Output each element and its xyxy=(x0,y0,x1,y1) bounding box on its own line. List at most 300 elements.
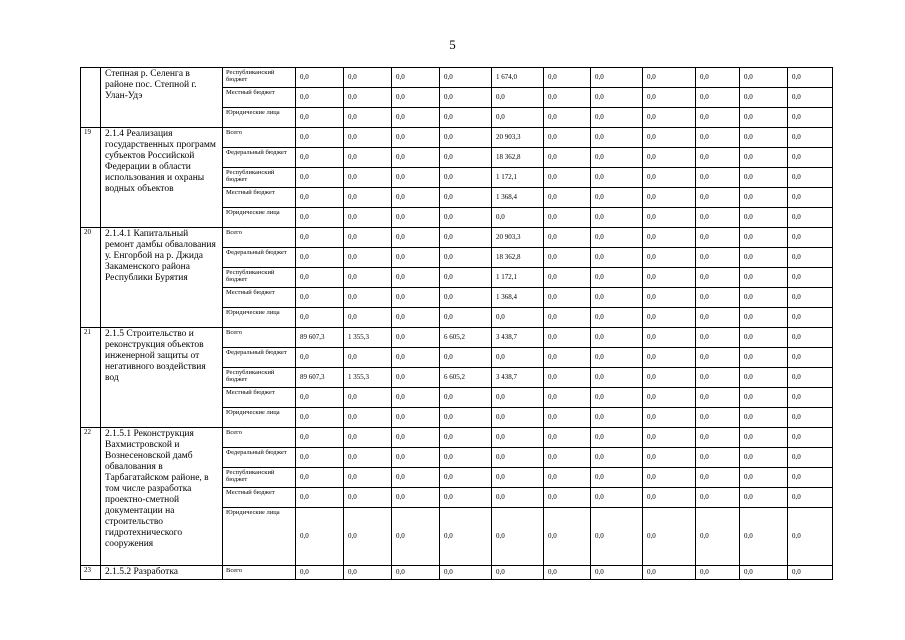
value-cell: 0,0 xyxy=(696,448,740,468)
value-cell: 0,0 xyxy=(392,508,440,566)
value-cell: 0,0 xyxy=(392,68,440,88)
value-cell: 0,0 xyxy=(788,128,833,148)
value-cell: 0,0 xyxy=(788,208,833,228)
value-cell: 0,0 xyxy=(344,68,392,88)
value-cell: 0,0 xyxy=(492,88,544,108)
value-cell: 0,0 xyxy=(544,348,591,368)
value-cell: 0,0 xyxy=(788,488,833,508)
value-cell: 0,0 xyxy=(392,408,440,428)
funding-source-cell: Всего xyxy=(223,566,296,580)
value-cell: 0,0 xyxy=(740,428,788,448)
value-cell: 0,0 xyxy=(740,88,788,108)
value-cell: 0,0 xyxy=(591,188,643,208)
value-cell: 0,0 xyxy=(591,128,643,148)
value-cell: 0,0 xyxy=(492,208,544,228)
value-cell: 0,0 xyxy=(544,408,591,428)
value-cell: 0,0 xyxy=(296,148,344,168)
value-cell: 0,0 xyxy=(740,468,788,488)
value-cell: 0,0 xyxy=(740,408,788,428)
value-cell: 89 607,3 xyxy=(296,368,344,388)
value-cell: 0,0 xyxy=(544,368,591,388)
row-number-cell xyxy=(81,68,101,128)
value-cell: 1 172,1 xyxy=(492,168,544,188)
value-cell: 0,0 xyxy=(740,508,788,566)
value-cell: 0,0 xyxy=(296,388,344,408)
value-cell: 0,0 xyxy=(344,88,392,108)
value-cell: 0,0 xyxy=(696,328,740,348)
value-cell: 0,0 xyxy=(696,68,740,88)
value-cell: 0,0 xyxy=(788,188,833,208)
funding-source-cell: Местный бюджет xyxy=(223,188,296,208)
activity-name-cell: Степная р. Селенга в районе пос. Степной г. Улан-Удэ xyxy=(101,68,223,128)
value-cell: 0,0 xyxy=(643,368,696,388)
value-cell: 0,0 xyxy=(788,328,833,348)
value-cell: 0,0 xyxy=(544,108,591,128)
value-cell: 0,0 xyxy=(296,128,344,148)
funding-source-cell: Всего xyxy=(223,128,296,148)
funding-source-cell: Федеральный бюджет xyxy=(223,448,296,468)
value-cell: 0,0 xyxy=(392,328,440,348)
value-cell: 0,0 xyxy=(392,448,440,468)
value-cell: 0,0 xyxy=(696,168,740,188)
value-cell: 0,0 xyxy=(344,428,392,448)
value-cell: 0,0 xyxy=(296,188,344,208)
value-cell: 0,0 xyxy=(788,408,833,428)
funding-source-cell: Республиканский бюджет xyxy=(223,268,296,288)
value-cell: 0,0 xyxy=(440,566,492,580)
value-cell: 0,0 xyxy=(296,288,344,308)
value-cell: 3 438,7 xyxy=(492,328,544,348)
value-cell: 0,0 xyxy=(788,228,833,248)
table-body xyxy=(81,68,833,580)
value-cell: 0,0 xyxy=(344,488,392,508)
value-cell: 0,0 xyxy=(591,368,643,388)
value-cell: 0,0 xyxy=(696,188,740,208)
funding-source-cell: Республиканский бюджет xyxy=(223,468,296,488)
value-cell: 0,0 xyxy=(440,188,492,208)
value-cell: 0,0 xyxy=(392,208,440,228)
value-cell: 0,0 xyxy=(643,328,696,348)
value-cell: 0,0 xyxy=(591,328,643,348)
value-cell: 1 368,4 xyxy=(492,188,544,208)
value-cell: 0,0 xyxy=(440,388,492,408)
value-cell: 0,0 xyxy=(643,448,696,468)
row-number-cell: 21 xyxy=(81,328,101,428)
value-cell: 0,0 xyxy=(643,248,696,268)
value-cell: 0,0 xyxy=(696,408,740,428)
value-cell: 0,0 xyxy=(696,268,740,288)
value-cell: 0,0 xyxy=(492,488,544,508)
table-row xyxy=(81,566,833,580)
value-cell: 0,0 xyxy=(696,468,740,488)
value-cell: 1 172,1 xyxy=(492,268,544,288)
value-cell: 0,0 xyxy=(344,268,392,288)
value-cell: 0,0 xyxy=(544,248,591,268)
value-cell: 0,0 xyxy=(392,148,440,168)
value-cell: 0,0 xyxy=(344,408,392,428)
activity-name-cell: 2.1.5.1 Реконструкция Вахмистровской и Вознесеновской дамб обвалования в Тарбагатайском районе, в том числе разработка проектно-сметной документации на строительство гидротехнического сооружения xyxy=(101,428,223,566)
value-cell: 0,0 xyxy=(544,508,591,566)
value-cell: 1 355,3 xyxy=(344,328,392,348)
value-cell: 0,0 xyxy=(344,108,392,128)
value-cell: 0,0 xyxy=(591,288,643,308)
value-cell: 0,0 xyxy=(392,428,440,448)
value-cell: 0,0 xyxy=(788,566,833,580)
value-cell: 0,0 xyxy=(591,228,643,248)
value-cell: 0,0 xyxy=(643,288,696,308)
value-cell: 0,0 xyxy=(740,348,788,368)
value-cell: 0,0 xyxy=(492,408,544,428)
value-cell: 0,0 xyxy=(440,68,492,88)
value-cell: 0,0 xyxy=(696,288,740,308)
value-cell: 0,0 xyxy=(344,468,392,488)
value-cell: 0,0 xyxy=(440,408,492,428)
value-cell: 0,0 xyxy=(296,108,344,128)
value-cell: 1 368,4 xyxy=(492,288,544,308)
value-cell: 0,0 xyxy=(643,408,696,428)
value-cell: 0,0 xyxy=(492,448,544,468)
value-cell: 0,0 xyxy=(696,88,740,108)
funding-source-cell: Юридические лица xyxy=(223,308,296,328)
value-cell: 0,0 xyxy=(591,566,643,580)
value-cell: 0,0 xyxy=(392,488,440,508)
value-cell: 0,0 xyxy=(344,566,392,580)
value-cell: 0,0 xyxy=(492,468,544,488)
value-cell: 0,0 xyxy=(696,488,740,508)
funding-source-cell: Местный бюджет xyxy=(223,488,296,508)
value-cell: 0,0 xyxy=(591,468,643,488)
value-cell: 0,0 xyxy=(591,88,643,108)
value-cell: 0,0 xyxy=(544,268,591,288)
value-cell: 0,0 xyxy=(643,68,696,88)
value-cell: 0,0 xyxy=(788,388,833,408)
value-cell: 0,0 xyxy=(296,268,344,288)
value-cell: 0,0 xyxy=(591,248,643,268)
funding-source-cell: Местный бюджет xyxy=(223,388,296,408)
value-cell: 0,0 xyxy=(643,108,696,128)
value-cell: 0,0 xyxy=(296,428,344,448)
value-cell: 0,0 xyxy=(591,448,643,468)
value-cell: 0,0 xyxy=(591,148,643,168)
value-cell: 0,0 xyxy=(392,228,440,248)
funding-source-cell: Федеральный бюджет xyxy=(223,348,296,368)
value-cell: 0,0 xyxy=(296,88,344,108)
value-cell: 0,0 xyxy=(544,208,591,228)
value-cell: 0,0 xyxy=(544,288,591,308)
value-cell: 0,0 xyxy=(344,308,392,328)
value-cell: 0,0 xyxy=(591,508,643,566)
value-cell: 0,0 xyxy=(544,566,591,580)
funding-source-cell: Федеральный бюджет xyxy=(223,148,296,168)
value-cell: 0,0 xyxy=(344,248,392,268)
value-cell: 0,0 xyxy=(392,88,440,108)
value-cell: 0,0 xyxy=(296,228,344,248)
value-cell: 0,0 xyxy=(643,168,696,188)
funding-source-cell: Местный бюджет xyxy=(223,88,296,108)
value-cell: 0,0 xyxy=(643,308,696,328)
value-cell: 0,0 xyxy=(740,328,788,348)
value-cell: 0,0 xyxy=(643,388,696,408)
value-cell: 0,0 xyxy=(591,68,643,88)
value-cell: 0,0 xyxy=(740,68,788,88)
value-cell: 0,0 xyxy=(544,88,591,108)
value-cell: 0,0 xyxy=(591,108,643,128)
value-cell: 0,0 xyxy=(344,288,392,308)
page-number: 5 xyxy=(449,37,456,52)
value-cell: 0,0 xyxy=(643,188,696,208)
activity-name-cell: 2.1.5 Строительство и реконструкция объектов инженерной защиты от негативного воздействия вод xyxy=(101,328,223,428)
activity-name-cell: 2.1.4 Реализация государственных программ субъектов Российской Федерации в области использования и охраны водных объектов xyxy=(101,128,223,228)
value-cell: 1 355,3 xyxy=(344,368,392,388)
value-cell: 0,0 xyxy=(440,148,492,168)
value-cell: 0,0 xyxy=(696,228,740,248)
value-cell: 0,0 xyxy=(740,308,788,328)
budget-table xyxy=(80,67,833,580)
value-cell: 0,0 xyxy=(643,268,696,288)
value-cell: 0,0 xyxy=(591,168,643,188)
value-cell: 0,0 xyxy=(788,68,833,88)
value-cell: 0,0 xyxy=(740,488,788,508)
value-cell: 0,0 xyxy=(440,168,492,188)
value-cell: 0,0 xyxy=(440,468,492,488)
value-cell: 0,0 xyxy=(544,308,591,328)
value-cell: 0,0 xyxy=(296,248,344,268)
value-cell: 0,0 xyxy=(591,428,643,448)
value-cell: 18 362,8 xyxy=(492,248,544,268)
value-cell: 0,0 xyxy=(696,308,740,328)
value-cell: 0,0 xyxy=(788,448,833,468)
value-cell: 0,0 xyxy=(392,468,440,488)
value-cell: 0,0 xyxy=(740,108,788,128)
value-cell: 0,0 xyxy=(591,388,643,408)
value-cell: 0,0 xyxy=(440,288,492,308)
value-cell: 0,0 xyxy=(440,308,492,328)
value-cell: 0,0 xyxy=(492,348,544,368)
value-cell: 0,0 xyxy=(591,348,643,368)
value-cell: 0,0 xyxy=(296,468,344,488)
value-cell: 0,0 xyxy=(788,248,833,268)
value-cell: 0,0 xyxy=(740,168,788,188)
value-cell: 0,0 xyxy=(740,388,788,408)
value-cell: 0,0 xyxy=(740,128,788,148)
value-cell: 0,0 xyxy=(591,268,643,288)
funding-source-cell: Юридические лица xyxy=(223,408,296,428)
value-cell: 0,0 xyxy=(296,308,344,328)
value-cell: 0,0 xyxy=(492,508,544,566)
value-cell: 0,0 xyxy=(643,348,696,368)
value-cell: 0,0 xyxy=(696,248,740,268)
value-cell: 0,0 xyxy=(492,388,544,408)
funding-source-cell: Федеральный бюджет xyxy=(223,248,296,268)
value-cell: 0,0 xyxy=(392,308,440,328)
value-cell: 0,0 xyxy=(344,508,392,566)
value-cell: 0,0 xyxy=(344,348,392,368)
value-cell: 6 605,2 xyxy=(440,368,492,388)
row-number-cell: 22 xyxy=(81,428,101,566)
value-cell: 0,0 xyxy=(392,368,440,388)
activity-name-cell: 2.1.4.1 Капитальный ремонт дамбы обвалования у. Енгорбой на р. Джида Закаменского района Республики Бурятия xyxy=(101,228,223,328)
value-cell: 0,0 xyxy=(740,288,788,308)
value-cell: 0,0 xyxy=(392,268,440,288)
value-cell: 6 605,2 xyxy=(440,328,492,348)
value-cell: 0,0 xyxy=(544,448,591,468)
value-cell: 0,0 xyxy=(296,566,344,580)
value-cell: 0,0 xyxy=(544,228,591,248)
value-cell: 0,0 xyxy=(696,508,740,566)
value-cell: 0,0 xyxy=(392,288,440,308)
value-cell: 0,0 xyxy=(740,248,788,268)
value-cell: 0,0 xyxy=(740,448,788,468)
value-cell: 0,0 xyxy=(344,448,392,468)
value-cell: 0,0 xyxy=(643,208,696,228)
value-cell: 0,0 xyxy=(492,428,544,448)
value-cell: 0,0 xyxy=(344,188,392,208)
value-cell: 0,0 xyxy=(392,388,440,408)
value-cell: 0,0 xyxy=(788,348,833,368)
value-cell: 0,0 xyxy=(440,488,492,508)
value-cell: 0,0 xyxy=(696,148,740,168)
value-cell: 0,0 xyxy=(344,208,392,228)
value-cell: 0,0 xyxy=(544,168,591,188)
value-cell: 0,0 xyxy=(788,168,833,188)
value-cell: 18 362,8 xyxy=(492,148,544,168)
funding-source-cell: Республиканский бюджет xyxy=(223,168,296,188)
value-cell: 0,0 xyxy=(788,308,833,328)
value-cell: 0,0 xyxy=(643,128,696,148)
value-cell: 0,0 xyxy=(544,148,591,168)
value-cell: 0,0 xyxy=(696,388,740,408)
value-cell: 0,0 xyxy=(544,68,591,88)
value-cell: 0,0 xyxy=(696,208,740,228)
value-cell: 0,0 xyxy=(392,128,440,148)
value-cell: 0,0 xyxy=(392,108,440,128)
value-cell: 0,0 xyxy=(591,308,643,328)
value-cell: 0,0 xyxy=(492,566,544,580)
value-cell: 0,0 xyxy=(440,108,492,128)
value-cell: 0,0 xyxy=(344,388,392,408)
value-cell: 0,0 xyxy=(392,168,440,188)
table-row xyxy=(81,68,833,88)
value-cell: 0,0 xyxy=(696,368,740,388)
funding-source-cell: Республиканский бюджет xyxy=(223,68,296,88)
value-cell: 0,0 xyxy=(440,508,492,566)
value-cell: 0,0 xyxy=(544,188,591,208)
value-cell: 0,0 xyxy=(696,108,740,128)
value-cell: 0,0 xyxy=(392,566,440,580)
value-cell: 0,0 xyxy=(544,388,591,408)
value-cell: 0,0 xyxy=(643,428,696,448)
value-cell: 0,0 xyxy=(788,368,833,388)
value-cell: 0,0 xyxy=(740,208,788,228)
funding-source-cell: Республиканский бюджет xyxy=(223,368,296,388)
value-cell: 0,0 xyxy=(788,88,833,108)
row-number-cell: 23 xyxy=(81,566,101,580)
value-cell: 20 903,3 xyxy=(492,128,544,148)
value-cell: 1 674,0 xyxy=(492,68,544,88)
value-cell: 20 903,3 xyxy=(492,228,544,248)
value-cell: 0,0 xyxy=(591,208,643,228)
value-cell: 0,0 xyxy=(296,408,344,428)
value-cell: 0,0 xyxy=(440,268,492,288)
value-cell: 0,0 xyxy=(440,128,492,148)
value-cell: 0,0 xyxy=(544,328,591,348)
value-cell: 0,0 xyxy=(296,508,344,566)
value-cell: 0,0 xyxy=(788,468,833,488)
value-cell: 0,0 xyxy=(740,368,788,388)
value-cell: 0,0 xyxy=(440,228,492,248)
value-cell: 0,0 xyxy=(296,348,344,368)
value-cell: 0,0 xyxy=(544,468,591,488)
value-cell: 0,0 xyxy=(643,566,696,580)
table-row xyxy=(81,228,833,248)
row-number-cell: 20 xyxy=(81,228,101,328)
value-cell: 0,0 xyxy=(643,88,696,108)
value-cell: 0,0 xyxy=(740,268,788,288)
value-cell: 0,0 xyxy=(696,128,740,148)
funding-source-cell: Всего xyxy=(223,228,296,248)
funding-source-cell: Всего xyxy=(223,428,296,448)
value-cell: 0,0 xyxy=(296,68,344,88)
value-cell: 0,0 xyxy=(344,148,392,168)
value-cell: 0,0 xyxy=(788,508,833,566)
value-cell: 0,0 xyxy=(440,428,492,448)
value-cell: 0,0 xyxy=(344,168,392,188)
value-cell: 0,0 xyxy=(740,228,788,248)
value-cell: 0,0 xyxy=(296,168,344,188)
value-cell: 0,0 xyxy=(492,108,544,128)
table-row xyxy=(81,428,833,448)
table-row xyxy=(81,328,833,348)
value-cell: 0,0 xyxy=(591,488,643,508)
table-row xyxy=(81,128,833,148)
value-cell: 3 438,7 xyxy=(492,368,544,388)
value-cell: 89 607,3 xyxy=(296,328,344,348)
activity-name-cell: 2.1.5.2 Разработка xyxy=(101,566,223,580)
value-cell: 0,0 xyxy=(440,208,492,228)
value-cell: 0,0 xyxy=(544,488,591,508)
value-cell: 0,0 xyxy=(440,248,492,268)
value-cell: 0,0 xyxy=(492,308,544,328)
value-cell: 0,0 xyxy=(643,228,696,248)
value-cell: 0,0 xyxy=(296,208,344,228)
value-cell: 0,0 xyxy=(740,188,788,208)
value-cell: 0,0 xyxy=(740,148,788,168)
value-cell: 0,0 xyxy=(696,348,740,368)
value-cell: 0,0 xyxy=(591,408,643,428)
value-cell: 0,0 xyxy=(643,468,696,488)
value-cell: 0,0 xyxy=(440,348,492,368)
value-cell: 0,0 xyxy=(344,128,392,148)
value-cell: 0,0 xyxy=(788,108,833,128)
value-cell: 0,0 xyxy=(643,148,696,168)
funding-source-cell: Местный бюджет xyxy=(223,288,296,308)
value-cell: 0,0 xyxy=(788,428,833,448)
value-cell: 0,0 xyxy=(392,188,440,208)
value-cell: 0,0 xyxy=(788,288,833,308)
value-cell: 0,0 xyxy=(344,228,392,248)
funding-source-cell: Юридические лица xyxy=(223,508,296,566)
funding-source-cell: Юридические лица xyxy=(223,208,296,228)
value-cell: 0,0 xyxy=(392,348,440,368)
value-cell: 0,0 xyxy=(696,566,740,580)
value-cell: 0,0 xyxy=(440,88,492,108)
row-number-cell: 19 xyxy=(81,128,101,228)
value-cell: 0,0 xyxy=(643,488,696,508)
value-cell: 0,0 xyxy=(740,566,788,580)
value-cell: 0,0 xyxy=(788,148,833,168)
funding-source-cell: Всего xyxy=(223,328,296,348)
value-cell: 0,0 xyxy=(296,448,344,468)
